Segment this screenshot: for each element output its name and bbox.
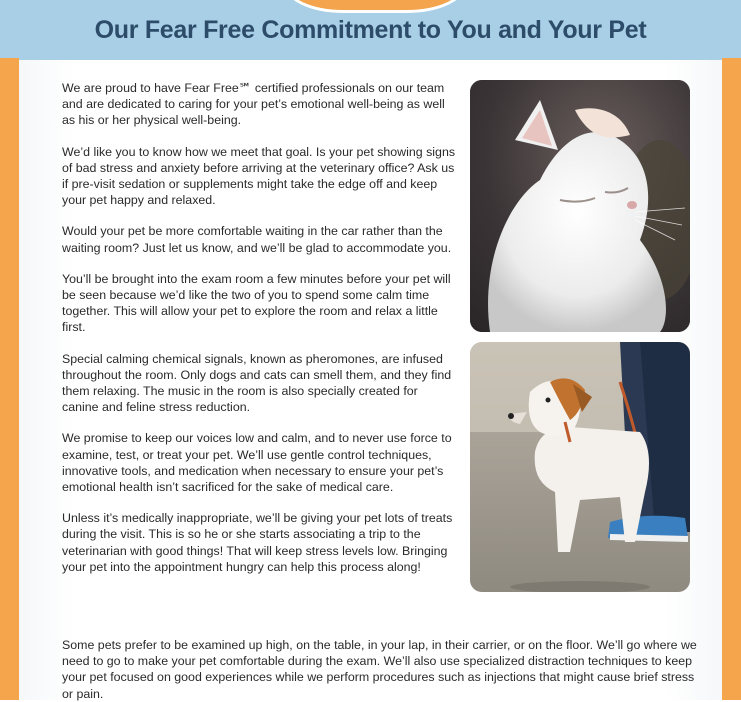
paragraph-promise: We promise to keep our voices low and calm, and to never use force to examine, test, or treat your pet. We’ll use gentle control techniques, innovative tools, and medication when necessary to ensure your pet’s emotional health isn’t sacrificed for the sake of medical care. (62, 431, 452, 495)
content-area (19, 60, 722, 700)
header-banner (0, 0, 741, 60)
page-title: Our Fear Free Commitment to You and Your Pet (94, 16, 647, 44)
paragraph-exam-room: You’ll be brought into the exam room a few minutes before your pet will be seen because we’d like the two of you to spend some calm time together. This will allow your pet to explore the room and relax a little first. (62, 271, 451, 335)
cat-photo (470, 80, 690, 332)
paragraph-exam-location: Some pets prefer to be examined up high, on the table, in your lap, in their carrier, or on the floor. We’ll go where we need to go to make your pet comfortable during the exam. We’ll also use specialized distraction techniques to keep your pet focused on good experiences while we perform procedures such as injections that might cause brief stress or pain. (62, 638, 697, 701)
cat-photo-icon (470, 80, 690, 332)
right-orange-border (722, 58, 741, 700)
paragraph-pheromones: Special calming chemical signals, known as pheromones, are infused throughout the room. Only dogs and cats can smell them, and they find them relaxing. The music in the room is also specially created for canine and feline stress reduction. (62, 351, 452, 415)
paragraph-waiting: Would your pet be more comfortable waiting in the car rather than the waiting room? Just let us know, and we’ll be glad to accommodate you. (62, 224, 452, 255)
paragraph-treats: Unless it’s medically inappropriate, we’ll be giving your pet lots of treats during the visit. This is so he or she starts associating a trip to the veterinarian with good things! That will keep stress levels low. Bringing your pet into the appointment hungry can help this process along! (62, 511, 453, 574)
dog-photo (470, 342, 690, 592)
left-orange-border (0, 58, 19, 700)
dog-photo-icon (470, 342, 690, 592)
fear-free-badge (283, 0, 467, 13)
text-column (62, 80, 457, 590)
paragraph-goal: We’d like you to know how we meet that goal. Is your pet showing signs of bad stress and anxiety before arriving at the veterinary office? Ask us if pre-visit sedation or supplements might take the edge off and keep your pet happy and relaxed. (62, 144, 456, 208)
paragraph-intro: We are proud to have Fear Free℠ certified professionals on our team and are dedicated to caring for your pet’s emotional well-being as well as his or her physical well-being. (62, 81, 445, 128)
